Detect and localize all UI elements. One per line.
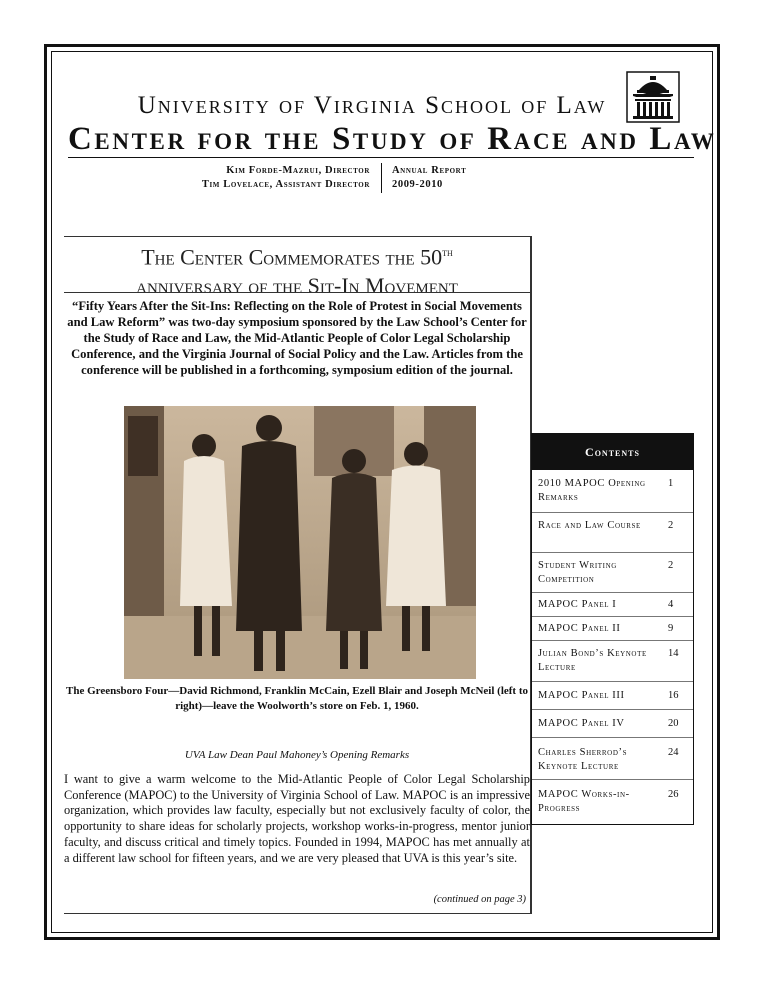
- toc-item-page: 24: [668, 747, 679, 758]
- greensboro-four-photo: [124, 406, 476, 679]
- toc-item[interactable]: [532, 710, 693, 738]
- title-line-2: anniversary of the Sit-In Movement: [136, 273, 458, 299]
- toc-item-label: MAPOC Panel II: [538, 623, 621, 634]
- staff-assistant-director: Tim Lovelace, Assistant Director: [201, 179, 370, 190]
- title-rule: [64, 292, 530, 293]
- toc-item[interactable]: [532, 617, 693, 641]
- title-sup: th: [442, 245, 453, 259]
- continued-link[interactable]: (continued on page 3): [433, 894, 526, 905]
- opening-remarks-subhead: UVA Law Dean Paul Mahoney’s Opening Remarks: [184, 749, 410, 761]
- toc-item-page: 26: [668, 789, 679, 800]
- contents-heading: Contents: [532, 434, 693, 470]
- toc-item-page: 1: [668, 478, 674, 489]
- article-title: [64, 238, 530, 300]
- report-year: 2009-2010: [392, 179, 443, 190]
- toc-item-label: 2010 MAPOC Opening Remarks: [538, 478, 646, 503]
- header-divider: [381, 163, 382, 193]
- toc-item-page: 20: [668, 718, 679, 729]
- toc-item-label: MAPOC Works-in-Progress: [538, 789, 630, 814]
- toc-item-label: MAPOC Panel I: [538, 599, 617, 610]
- toc-item-page: 14: [668, 648, 679, 659]
- toc-item-page: 2: [668, 560, 674, 571]
- toc-item[interactable]: [532, 593, 693, 617]
- toc-item[interactable]: [532, 553, 693, 593]
- toc-item-label: MAPOC Panel III: [538, 690, 625, 701]
- title-line-1: The Center Commemorates the 50: [141, 244, 443, 270]
- toc-item-label: MAPOC Panel IV: [538, 718, 625, 729]
- photo-caption: The Greensboro Four—David Richmond, Franklin McCain, Ezell Blair and Joseph McNeil (left to right)—leave the Woolworth’s store on Feb. 1, 1960.: [66, 685, 528, 712]
- report-info: [392, 164, 466, 192]
- staff-list: [160, 164, 370, 192]
- staff-director: Kim Forde-Mazrui, Director: [226, 165, 370, 176]
- toc-item-label: Charles Sherrod’s Keynote Lecture: [538, 747, 628, 772]
- toc-item-page: 9: [668, 623, 674, 634]
- toc-item[interactable]: [532, 641, 693, 682]
- toc-item[interactable]: [532, 780, 693, 824]
- contents-box: [531, 433, 694, 825]
- toc-item-label: Julian Bond’s Keynote Lecture: [538, 648, 647, 673]
- opening-remarks-body: I want to give a warm welcome to the Mid-Atlantic People of Color Legal Scholarship Conference (MAPOC) to the University of Virginia School of Law. MAPOC is an impressive organization, which provides law faculty, especially but not exclusively faculty of color, the opportunity to share ideas for scholarly projects, workshop works-in-progress, mentor junior faculty, and discuss critical and timely topics. Founded in 1994, MAPOC has met annually at a different law school for fifteen years, and we are very pleased that UVA is this year’s site.: [64, 772, 530, 865]
- toc-item[interactable]: [532, 472, 693, 513]
- rotunda-logo: [625, 70, 681, 124]
- toc-item-page: 2: [668, 520, 674, 531]
- symposium-abstract: “Fifty Years After the Sit-Ins: Reflecting on the Role of Protest in Social Movements and Law Reform” was two-day symposium sponsored by the Law School’s Center for the Study of Race and Law, the Mid-Atlantic People of Color Legal Scholarship Conference, and the Virginia Journal of Social Policy and the Law. Articles from the conference will be published in a forthcoming, symposium edition of the journal.: [67, 299, 527, 377]
- toc-item-label: Race and Law Course: [538, 520, 641, 531]
- toc-item[interactable]: [532, 738, 693, 780]
- header-rule: [68, 157, 694, 158]
- toc-item-page: 4: [668, 599, 674, 610]
- university-name: University of Virginia School of Law: [137, 92, 607, 119]
- toc-item[interactable]: [532, 513, 693, 553]
- toc-item[interactable]: [532, 682, 693, 710]
- toc-item-label: Student Writing Competition: [538, 560, 617, 585]
- report-label: Annual Report: [392, 165, 467, 176]
- center-title: Center for the Study of Race and Law: [68, 121, 717, 157]
- toc-item-page: 16: [668, 690, 679, 701]
